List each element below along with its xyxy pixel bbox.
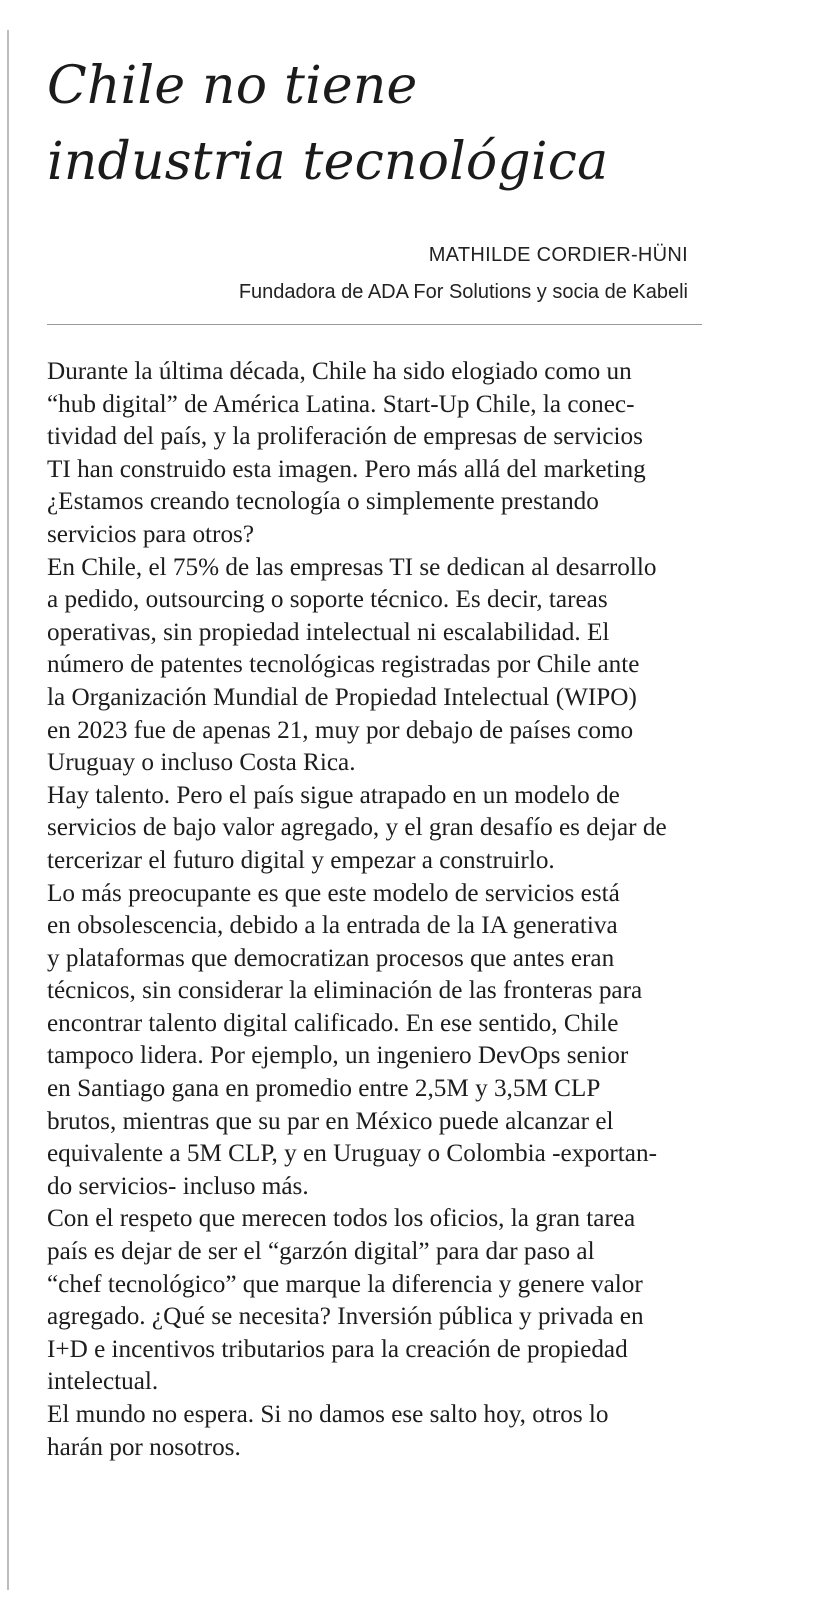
body-line: a pedido, outsourcing o soporte técnico. Es decir, tareas — [47, 586, 608, 614]
body-line: encontrar talento digital calificado. En ese sentido, Chile — [47, 1009, 619, 1037]
headline-line: industria tecnológica — [47, 132, 609, 192]
byline — [47, 240, 702, 310]
body-line: tampoco lidera. Por ejemplo, un ingeniero DevOps senior — [47, 1042, 629, 1070]
headline — [47, 48, 702, 200]
author-name: MATHILDE CORDIER-HÜNI — [428, 244, 688, 266]
article-body — [47, 356, 702, 1464]
body-line: harán por nosotros. — [47, 1433, 241, 1461]
body-line: en 2023 fue de apenas 21, muy por debajo de países como — [47, 716, 634, 744]
body-line: intelectual. — [47, 1368, 159, 1396]
body-line: tividad del país, y la proliferación de empresas de servicios — [47, 423, 643, 451]
body-line: brutos, mientras que su par en México puede alcanzar el — [47, 1107, 614, 1135]
body-line: en Santiago gana en promedio entre 2,5M y 3,5M CLP — [47, 1075, 601, 1103]
body-line: TI han construido esta imagen. Pero más allá del marketing — [47, 455, 646, 483]
author-role: Fundadora de ADA For Solutions y socia de Kabeli — [238, 281, 688, 303]
body-line: I+D e incentivos tributarios para la creación de propiedad — [47, 1335, 628, 1363]
body-line: El mundo no espera. Si no damos ese salto hoy, otros lo — [47, 1401, 609, 1428]
body-line: y plataformas que democratizan procesos que antes eran — [47, 944, 615, 972]
body-line: en obsolescencia, debido a la entrada de la IA generativa — [47, 912, 618, 940]
body-line: En Chile, el 75% de las empresas TI se dedican al desarrollo — [47, 553, 657, 581]
byline-divider — [47, 324, 702, 325]
body-line: servicios para otros? — [47, 520, 255, 548]
body-line: operativas, sin propiedad intelectual ni escalabilidad. El — [47, 618, 610, 646]
body-line: país es dejar de ser el “garzón digital” para dar paso al — [47, 1238, 595, 1266]
body-line: Hay talento. Pero el país sigue atrapado en un modelo de — [47, 781, 620, 809]
body-line: técnicos, sin considerar la eliminación de las fronteras para — [47, 977, 643, 1005]
column-rule — [7, 30, 9, 1590]
body-line: número de patentes tecnológicas registradas por Chile ante — [47, 651, 640, 679]
body-line: do servicios- incluso más. — [47, 1172, 309, 1200]
headline-line: Chile no tiene — [47, 56, 418, 116]
body-line: Uruguay o incluso Costa Rica. — [47, 749, 356, 777]
body-line: agregado. ¿Qué se necesita? Inversión pública y privada en — [47, 1303, 644, 1331]
body-line: “hub digital” de América Latina. Start-Up Chile, la conec- — [47, 390, 635, 418]
body-line: Durante la última década, Chile ha sido elogiado como un — [47, 358, 632, 385]
body-line: ¿Estamos creando tecnología o simplemente prestando — [47, 488, 599, 516]
body-line: “chef tecnológico” que marque la diferencia y genere valor — [47, 1270, 643, 1298]
body-line: tercerizar el futuro digital y empezar a construirlo. — [47, 846, 555, 874]
article — [47, 48, 702, 1464]
body-line: la Organización Mundial de Propiedad Intelectual (WIPO) — [47, 683, 637, 711]
body-line: Con el respeto que merecen todos los oficios, la gran tarea — [47, 1205, 636, 1233]
body-line: equivalente a 5M CLP, y en Uruguay o Colombia -exportan- — [47, 1140, 657, 1168]
body-line: servicios de bajo valor agregado, y el gran desafío es dejar de — [47, 814, 667, 842]
body-line: Lo más preocupante es que este modelo de servicios está — [47, 879, 620, 907]
